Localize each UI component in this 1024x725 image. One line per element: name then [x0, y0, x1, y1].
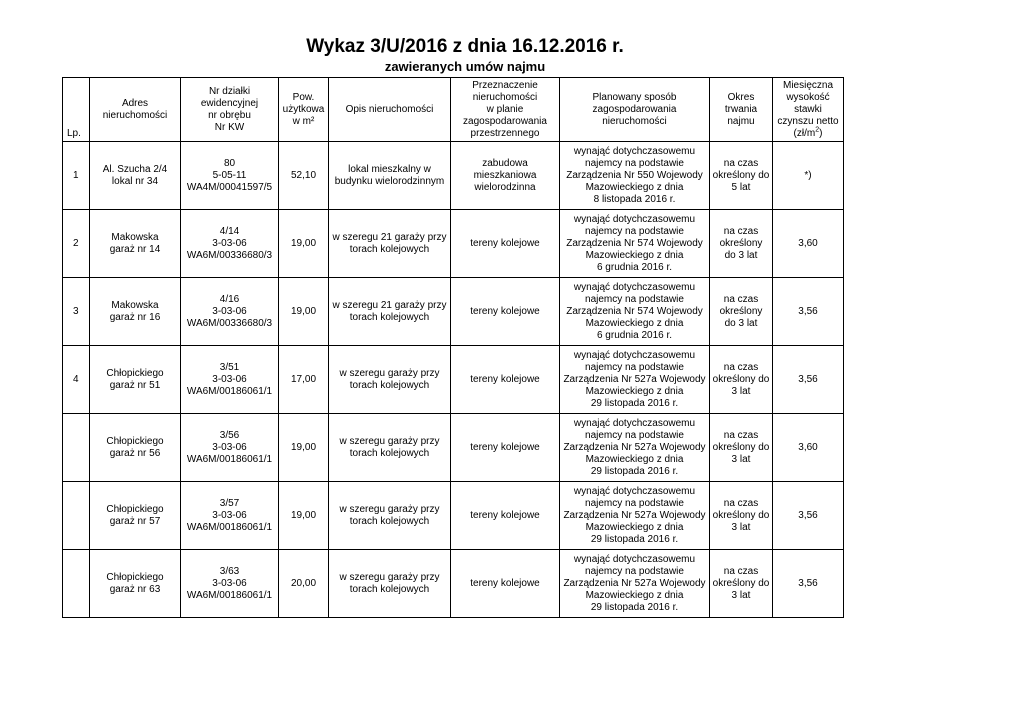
cell-rate: 3,60 — [773, 210, 844, 278]
document-subtitle: zawieranych umów najmu — [384, 59, 546, 74]
cell-area: 17,00 — [279, 346, 329, 414]
cell-plan-purpose: tereny kolejowe — [451, 550, 560, 618]
cell-plan-purpose: tereny kolejowe — [451, 210, 560, 278]
table-row — [63, 210, 844, 278]
cell-term: na czas określony do 3 lat — [710, 210, 773, 278]
col-header-term: Okres trwania najmu — [710, 78, 773, 142]
cell-description: w szeregu garaży przy torach kolejowych — [329, 482, 451, 550]
cell-term: na czas określony do 5 lat — [710, 142, 773, 210]
cell-plan-purpose: tereny kolejowe — [451, 278, 560, 346]
col-header-rate-unit — [794, 128, 823, 139]
rate-unit-exponent: 2 — [815, 126, 820, 134]
rate-unit-suffix: ) — [819, 127, 823, 139]
table-row — [63, 278, 844, 346]
cell-area: 19,00 — [279, 482, 329, 550]
cell-plan-purpose: tereny kolejowe — [451, 414, 560, 482]
cell-area: 52,10 — [279, 142, 329, 210]
cell-description: w szeregu garaży przy torach kolejowych — [329, 414, 451, 482]
cell-term: na czas określony do 3 lat — [710, 346, 773, 414]
cell-planned-use: wynająć dotychczasowemu najemcy na podstawie Zarządzenia Nr 527a Wojewody Mazowieckiego z dnia 29 listopada 2016 r. — [560, 482, 710, 550]
col-header-lp: Lp. — [63, 78, 90, 142]
cell-rate: 3,56 — [773, 278, 844, 346]
cell-plot: 3/63 3-03-06 WA6M/00186061/1 — [181, 550, 279, 618]
table-row — [63, 550, 844, 618]
table-row — [63, 414, 844, 482]
cell-rate: *) — [773, 142, 844, 210]
cell-rate: 3,56 — [773, 482, 844, 550]
table-row — [63, 482, 844, 550]
cell-plot: 80 5-05-11 WA4M/00041597/5 — [181, 142, 279, 210]
rate-unit-prefix: (zł/m — [793, 127, 816, 139]
cell-term: na czas określony do 3 lat — [710, 482, 773, 550]
cell-term: na czas określony do 3 lat — [710, 550, 773, 618]
cell-address: Makowska garaż nr 14 — [90, 210, 181, 278]
cell-description: lokal mieszkalny w budynku wielorodzinnym — [329, 142, 451, 210]
cell-planned-use: wynająć dotychczasowemu najemcy na podstawie Zarządzenia Nr 574 Wojewody Mazowieckiego z dnia 6 grudnia 2016 r. — [560, 210, 710, 278]
col-header-area: Pow. użytkowa w m² — [279, 78, 329, 142]
cell-plot: 4/16 3-03-06 WA6M/00336680/3 — [181, 278, 279, 346]
cell-term: na czas określony do 3 lat — [710, 278, 773, 346]
cell-planned-use: wynająć dotychczasowemu najemcy na podstawie Zarządzenia Nr 527a Wojewody Mazowieckiego z dnia 29 listopada 2016 r. — [560, 346, 710, 414]
col-header-rate-label: Miesięczna wysokość stawki czynszu netto — [777, 79, 839, 127]
cell-area: 20,00 — [279, 550, 329, 618]
cell-lp: 3 — [63, 278, 90, 346]
cell-address: Al. Szucha 2/4 lokal nr 34 — [90, 142, 181, 210]
cell-plot: 3/51 3-03-06 WA6M/00186061/1 — [181, 346, 279, 414]
cell-plot: 3/57 3-03-06 WA6M/00186061/1 — [181, 482, 279, 550]
col-header-address: Adres nieruchomości — [90, 78, 181, 142]
cell-lp: 1 — [63, 142, 90, 210]
cell-term: na czas określony do 3 lat — [710, 414, 773, 482]
cell-area: 19,00 — [279, 278, 329, 346]
cell-rate: 3,56 — [773, 550, 844, 618]
cell-address: Makowska garaż nr 16 — [90, 278, 181, 346]
cell-rate: 3,56 — [773, 346, 844, 414]
cell-lp: 4 — [63, 346, 90, 414]
table-body — [63, 142, 844, 618]
cell-address: Chłopickiego garaż nr 51 — [90, 346, 181, 414]
header-row — [63, 78, 844, 142]
col-header-rate — [773, 78, 844, 142]
col-header-planned-use: Planowany sposób zagospodarowania nieruchomości — [560, 78, 710, 142]
cell-description: w szeregu 21 garaży przy torach kolejowych — [329, 210, 451, 278]
cell-description: w szeregu 21 garaży przy torach kolejowych — [329, 278, 451, 346]
cell-lp — [63, 482, 90, 550]
col-header-plot: Nr działki ewidencyjnej nr obrębu Nr KW — [181, 78, 279, 142]
cell-area: 19,00 — [279, 414, 329, 482]
cell-address: Chłopickiego garaż nr 56 — [90, 414, 181, 482]
col-header-description: Opis nieruchomości — [329, 78, 451, 142]
table-row — [63, 142, 844, 210]
document-title: Wykaz 3/U/2016 z dnia 16.12.2016 r. — [306, 36, 624, 57]
cell-lp — [63, 550, 90, 618]
col-header-plan-purpose: Przeznaczenie nieruchomości w planie zagospodarowania przestrzennego — [451, 78, 560, 142]
cell-plan-purpose: tereny kolejowe — [451, 346, 560, 414]
cell-planned-use: wynająć dotychczasowemu najemcy na podstawie Zarządzenia Nr 527a Wojewody Mazowieckiego z dnia 29 listopada 2016 r. — [560, 550, 710, 618]
table-row — [63, 346, 844, 414]
cell-lp — [63, 414, 90, 482]
cell-lp: 2 — [63, 210, 90, 278]
cell-planned-use: wynająć dotychczasowemu najemcy na podstawie Zarządzenia Nr 527a Wojewody Mazowieckiego z dnia 29 listopada 2016 r. — [560, 414, 710, 482]
cell-address: Chłopickiego garaż nr 57 — [90, 482, 181, 550]
lease-table — [62, 77, 844, 618]
cell-description: w szeregu garaży przy torach kolejowych — [329, 550, 451, 618]
cell-planned-use: wynająć dotychczasowemu najemcy na podstawie Zarządzenia Nr 574 Wojewody Mazowieckiego z dnia 6 grudnia 2016 r. — [560, 278, 710, 346]
cell-plot: 3/56 3-03-06 WA6M/00186061/1 — [181, 414, 279, 482]
cell-planned-use: wynająć dotychczasowemu najemcy na podstawie Zarządzenia Nr 550 Wojewody Mazowieckiego z dnia 8 listopada 2016 r. — [560, 142, 710, 210]
cell-plan-purpose: zabudowa mieszkaniowa wielorodzinna — [451, 142, 560, 210]
cell-plan-purpose: tereny kolejowe — [451, 482, 560, 550]
cell-description: w szeregu garaży przy torach kolejowych — [329, 346, 451, 414]
cell-area: 19,00 — [279, 210, 329, 278]
cell-address: Chłopickiego garaż nr 63 — [90, 550, 181, 618]
cell-plot: 4/14 3-03-06 WA6M/00336680/3 — [181, 210, 279, 278]
cell-rate: 3,60 — [773, 414, 844, 482]
